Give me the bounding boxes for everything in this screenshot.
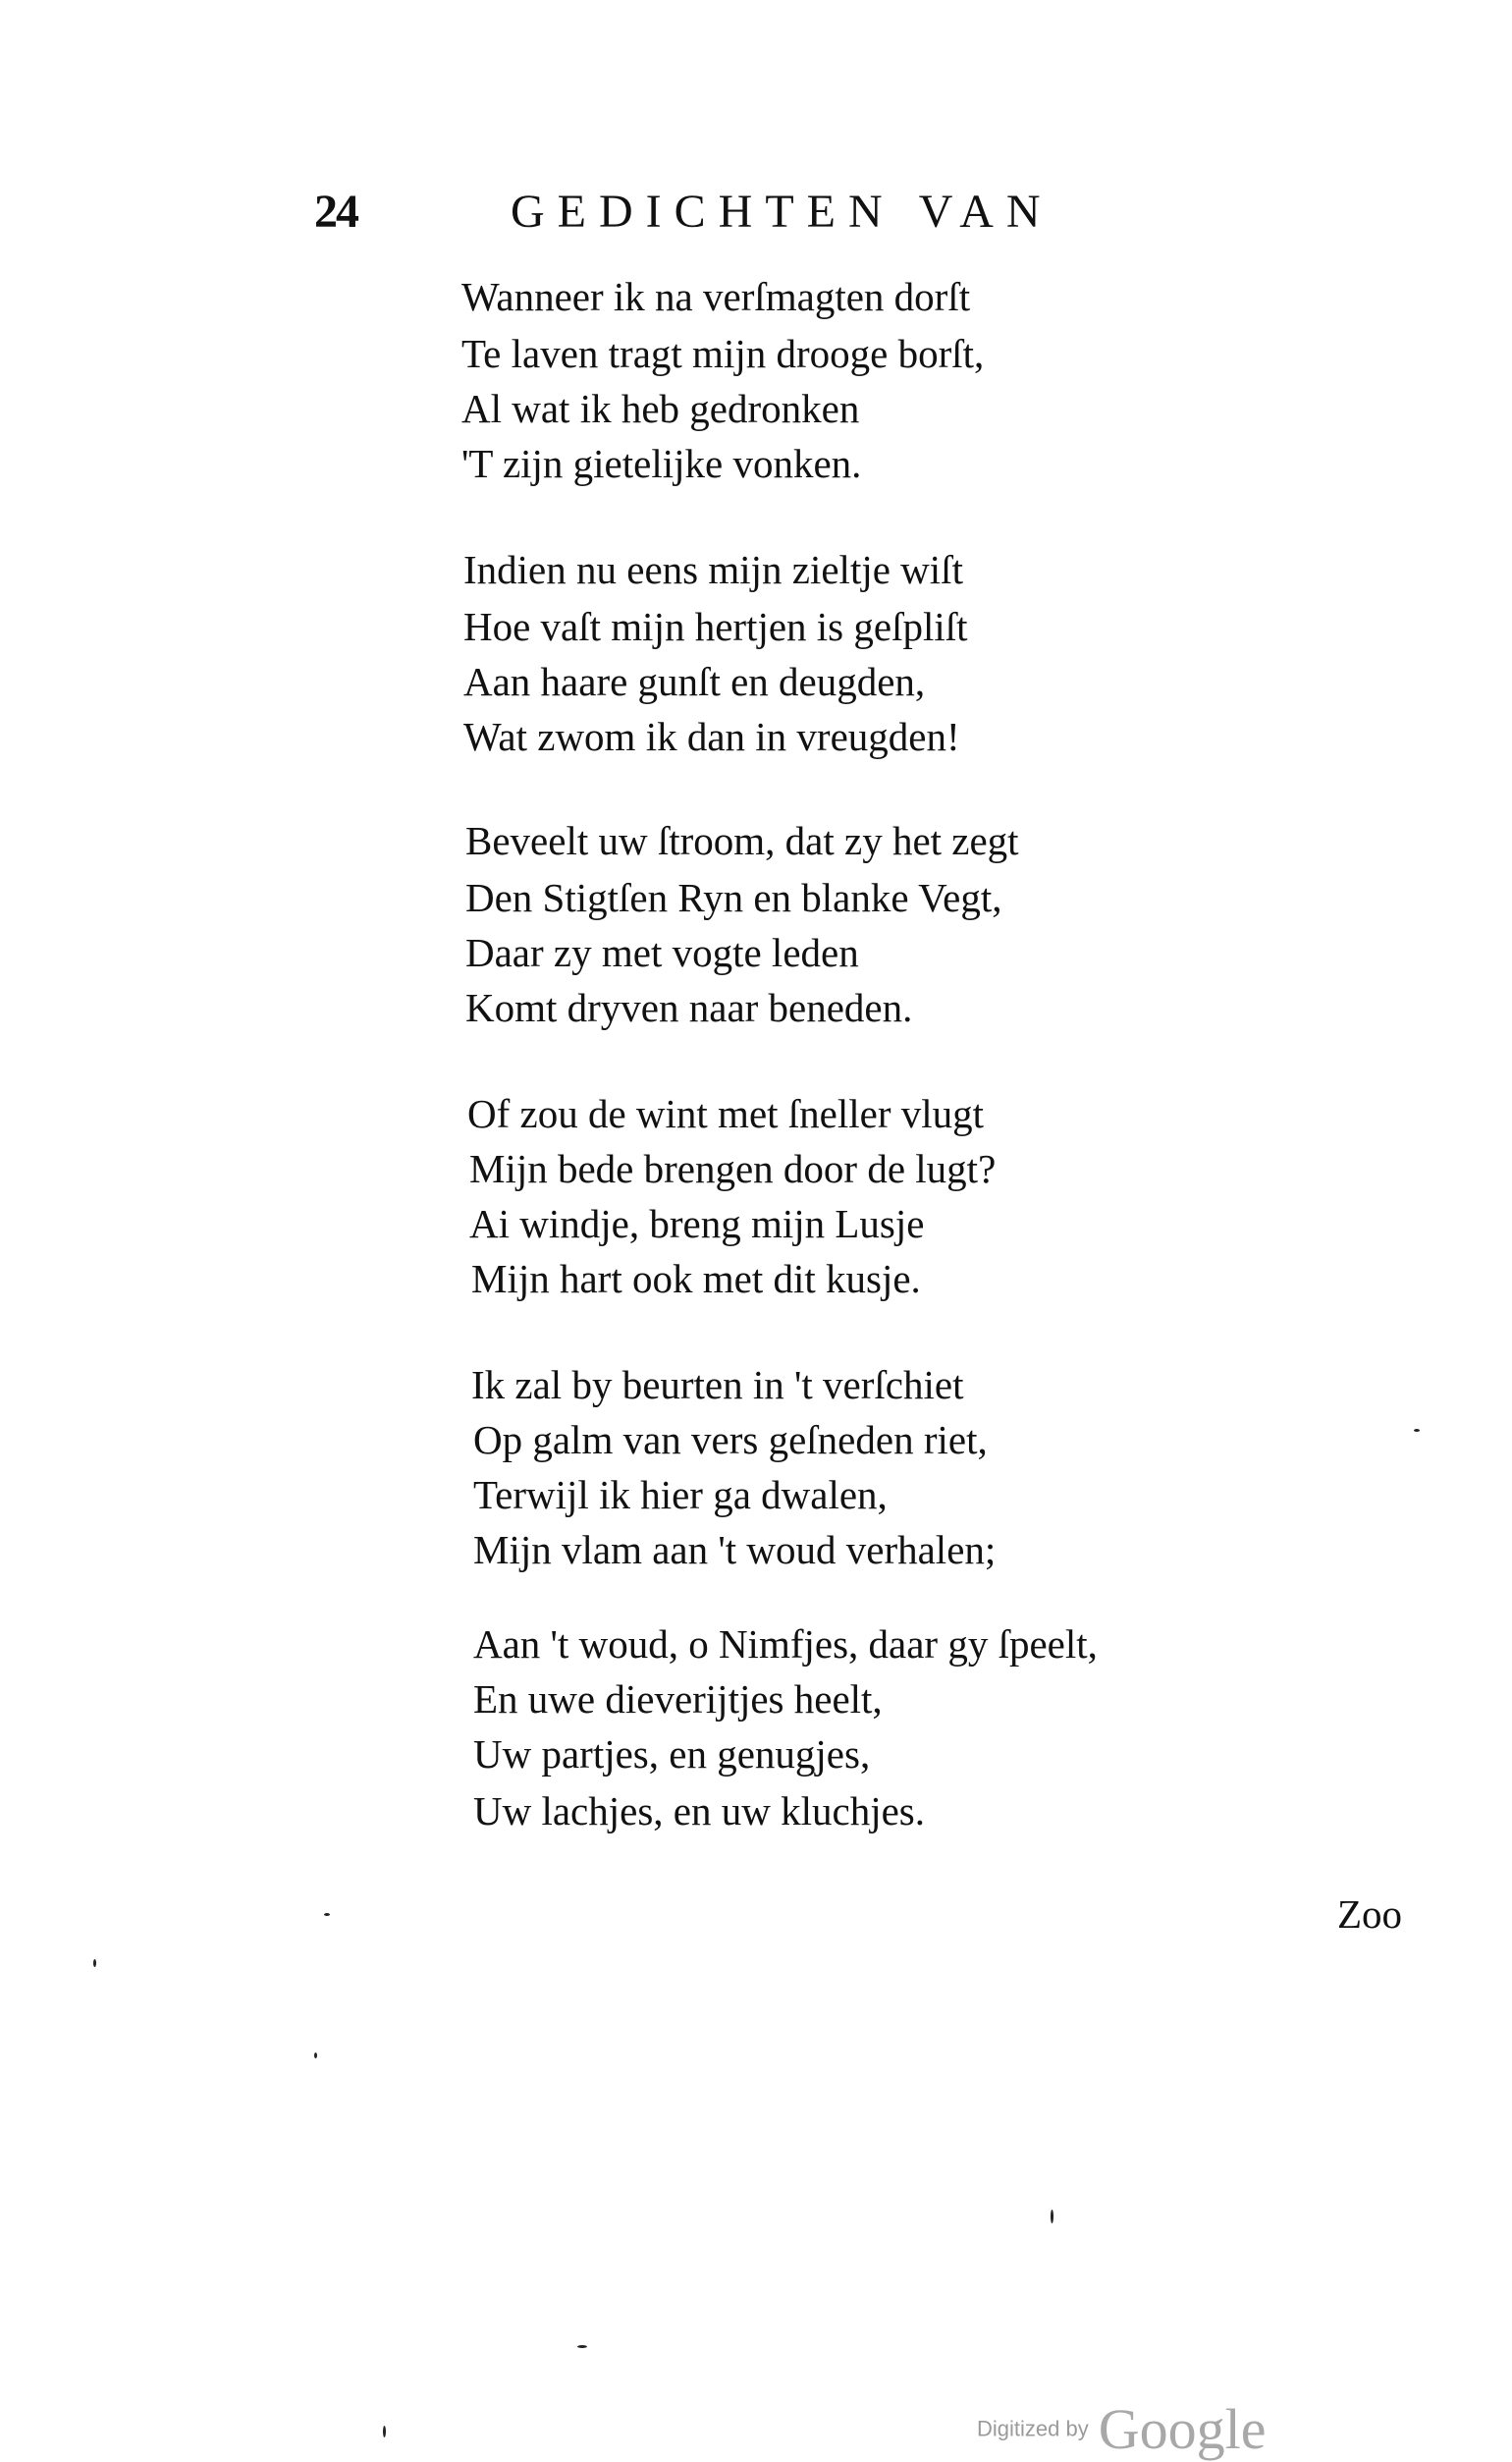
- catchword: Zoo: [1337, 1891, 1403, 1937]
- poem-line: Terwijl ik hier ga dwalen,: [473, 1472, 888, 1517]
- poem-line: Beveelt uw ſtroom, dat zy het zegt: [465, 818, 1019, 863]
- poem-line: 'T zijn gietelijke vonken.: [461, 441, 862, 486]
- google-logo-text: Google: [1098, 2397, 1267, 2461]
- poem-line: Mijn vlam aan 't woud verhalen;: [473, 1527, 997, 1572]
- digitized-by-google-watermark: [977, 2396, 1266, 2462]
- print-speck: [1414, 1429, 1420, 1432]
- poem-line: Aan 't woud, o Nimfjes, daar gy ſpeelt,: [473, 1621, 1098, 1667]
- page-number: 24: [314, 186, 357, 238]
- print-speck: [577, 2345, 587, 2348]
- poem-line: Den Stigtſen Ryn en blanke Vegt,: [465, 875, 1002, 920]
- poem-line: Mijn hart ook met dit kusje.: [471, 1256, 921, 1301]
- poem-line: Ik zal by beurten in 't verſchiet: [471, 1362, 964, 1407]
- poem-line: Ai windje, breng mijn Lusje: [469, 1201, 925, 1246]
- running-head: GEDICHTEN VAN: [511, 186, 1053, 238]
- poem-line: Indien nu eens mijn zieltje wiſt: [463, 547, 963, 592]
- watermark-prefix: Digitized by: [977, 2416, 1089, 2441]
- print-speck: [93, 1959, 96, 1967]
- poem-line: Op galm van vers geſneden riet,: [473, 1417, 988, 1462]
- poem-line: Mijn bede brengen door de lugt?: [469, 1146, 997, 1191]
- poem-line: Te laven tragt mijn drooge borſt,: [461, 331, 985, 376]
- poem-line: Aan haare gunſt en deugden,: [463, 659, 926, 704]
- poem-line: Wanneer ik na verſmagten dorſt: [461, 274, 971, 319]
- poem-line: Uw partjes, en genugjes,: [473, 1731, 871, 1777]
- poem-line: Wat zwom ik dan in vreugden!: [463, 714, 960, 759]
- poem-line: Uw lachjes, en uw kluchjes.: [473, 1788, 925, 1833]
- poem-line: Hoe vaſt mijn hertjen is geſpliſt: [463, 604, 968, 649]
- poem-line: Komt dryven naar beneden.: [465, 985, 913, 1030]
- print-speck: [314, 2052, 317, 2058]
- poem-line: Of zou de wint met ſneller vlugt: [467, 1091, 985, 1136]
- print-speck: [1051, 2210, 1053, 2223]
- print-speck: [383, 2426, 386, 2437]
- poem-line: Al wat ik heb gedronken: [461, 386, 860, 431]
- poem-line: Daar zy met vogte leden: [465, 930, 859, 975]
- page-header: [0, 185, 1512, 244]
- poem-line: En uwe dieverijtjes heelt,: [473, 1676, 883, 1722]
- print-speck: [324, 1913, 330, 1916]
